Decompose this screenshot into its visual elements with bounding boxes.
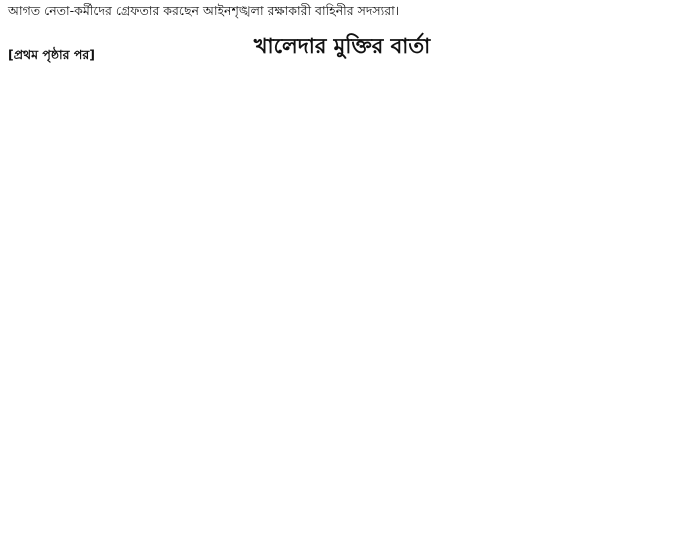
article-headline: খালেদার মুক্তির বার্তা [253, 34, 431, 59]
article-paragraph [8, 46, 676, 64]
previous-article-end: আগত নেতা-কর্মীদের গ্রেফতার করছেন আইনশৃঙ্খলা রক্ষাকারী বাহিনীর সদস্যরা। [8, 3, 400, 18]
continuation-label: [প্রথম পৃষ্ঠার পর] [8, 47, 95, 62]
article-body [8, 46, 676, 64]
